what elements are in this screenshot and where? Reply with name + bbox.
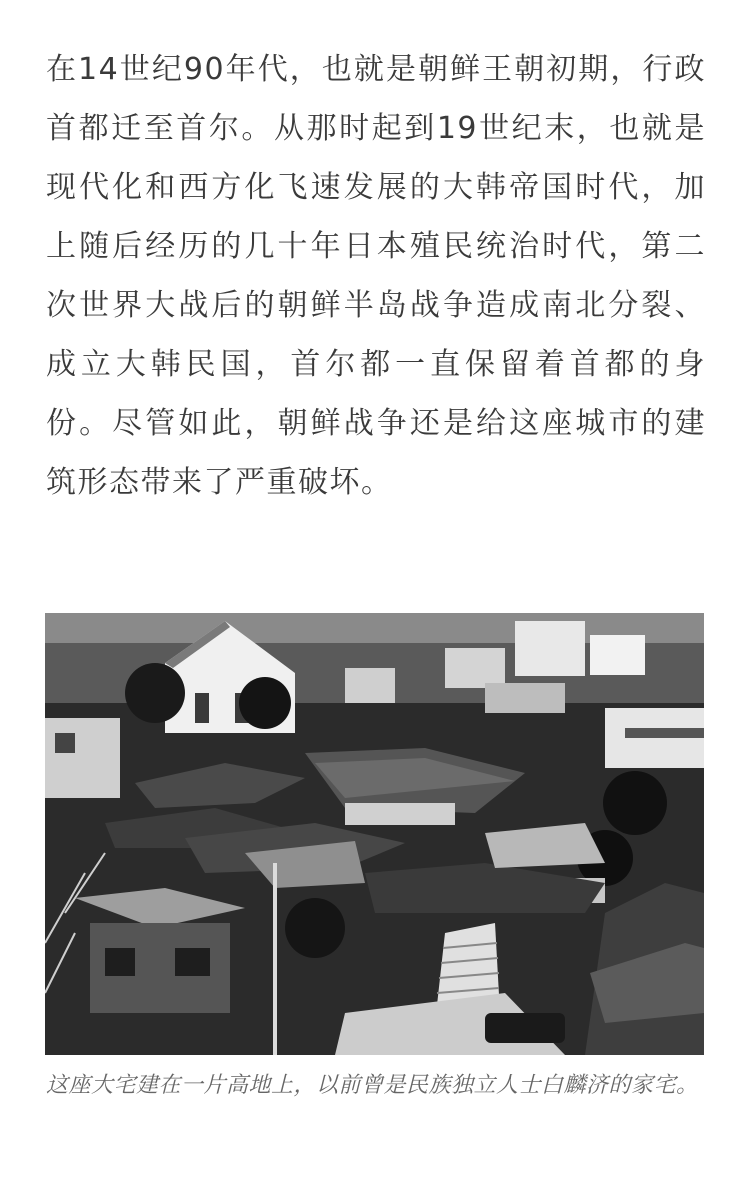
hanok-house-photo <box>45 613 704 1055</box>
photo-caption: 这座大宅建在一片高地上，以前曾是民族独立人士白麟济的家宅。 <box>46 1073 699 1098</box>
article-body <box>46 40 706 512</box>
article-paragraph: 在14世纪90年代，也就是朝鲜王朝初期，行政首都迁至首尔。从那时起到19世纪末，也就是现代化和西方化飞速发展的大韩帝国时代，加上随后经历的几十年日本殖民统治时代，第二次世界大战后的朝鲜半岛战争造成南北分裂、成立大韩民国，首尔都一直保留着首都的身份。尽管如此，朝鲜战争还是给这座城市的建筑形态带来了严重破坏。 <box>46 52 706 500</box>
